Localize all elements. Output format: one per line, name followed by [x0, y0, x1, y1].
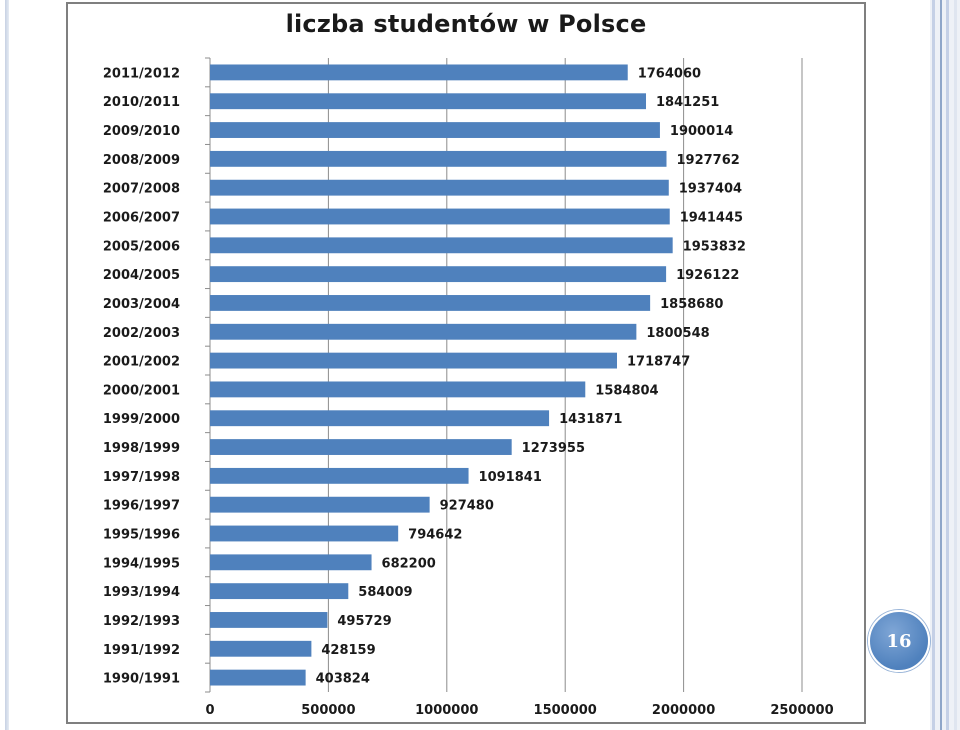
bar [210, 151, 666, 167]
category-label: 2001/2002 [102, 354, 180, 370]
x-tick-label: 2000000 [651, 703, 716, 718]
bar [210, 670, 306, 686]
data-label: 794642 [408, 527, 463, 543]
category-label: 2003/2004 [102, 296, 180, 312]
bar [210, 180, 669, 196]
data-label: 495729 [337, 613, 392, 629]
bar [210, 526, 398, 542]
frame-stripe [946, 0, 949, 730]
data-label: 682200 [381, 556, 436, 572]
category-label: 1998/1999 [102, 441, 180, 457]
bar-chart-plot [68, 4, 864, 722]
category-labels [103, 66, 180, 686]
bar [210, 353, 617, 369]
category-label: 1997/1998 [102, 469, 180, 485]
bar [210, 612, 327, 628]
data-label: 1941445 [679, 210, 744, 226]
bar [210, 497, 430, 513]
bar [210, 554, 372, 570]
data-label: 1858680 [660, 296, 724, 312]
data-label: 1841251 [656, 95, 720, 111]
data-label: 428159 [321, 642, 376, 658]
bar [210, 410, 549, 426]
data-label: 1431871 [559, 412, 623, 428]
chart-container [66, 2, 866, 724]
bar [210, 93, 646, 109]
data-label: 1718747 [626, 354, 691, 370]
x-tick-labels [205, 703, 833, 718]
bar [210, 295, 650, 311]
x-tick-label: 2500000 [770, 703, 834, 718]
category-label: 1999/2000 [102, 412, 180, 428]
slide-number-badge: 16 [868, 610, 930, 672]
bar [210, 237, 673, 253]
data-label: 1953832 [682, 239, 746, 255]
bar [210, 266, 666, 282]
category-label: 2002/2003 [102, 325, 180, 341]
frame-stripe [954, 0, 957, 730]
bar [210, 439, 512, 455]
x-tick-label: 1500000 [533, 703, 597, 718]
data-label: 1926122 [676, 268, 740, 284]
category-label: 1992/1993 [102, 613, 180, 629]
category-label: 2000/2001 [102, 383, 180, 399]
left-decorative-rule [5, 0, 9, 730]
data-label: 1927762 [676, 152, 740, 168]
data-label: 403824 [315, 671, 370, 687]
category-label: 2010/2011 [102, 95, 180, 111]
data-label: 1800548 [646, 325, 710, 341]
category-label: 1996/1997 [102, 498, 180, 514]
category-label: 1990/1991 [102, 671, 180, 687]
data-label: 927480 [439, 498, 494, 514]
bar [210, 122, 660, 138]
data-label: 1900014 [669, 124, 734, 140]
category-label: 1994/1995 [102, 556, 180, 572]
bar [210, 468, 469, 484]
frame-stripe [932, 0, 935, 730]
data-label: 1584804 [595, 383, 659, 399]
right-decorative-frame [930, 0, 960, 730]
bar [210, 209, 670, 225]
data-label: 1764060 [637, 66, 702, 82]
data-label: 1091841 [478, 469, 542, 485]
category-label: 1993/1994 [102, 585, 180, 601]
data-label: 584009 [358, 585, 413, 601]
bar [210, 64, 628, 80]
bars [210, 64, 673, 685]
category-label: 2009/2010 [102, 124, 180, 140]
frame-stripe [940, 0, 942, 730]
category-label: 2008/2009 [102, 152, 180, 168]
category-label: 2007/2008 [102, 181, 180, 197]
x-tick-label: 500000 [301, 703, 356, 718]
data-label: 1937404 [678, 181, 743, 197]
chart-title: liczba studentów w Polsce [285, 10, 647, 38]
bar [210, 324, 636, 340]
bar [210, 583, 348, 599]
x-tick-label: 0 [205, 703, 215, 718]
category-label: 1991/1992 [102, 642, 180, 658]
bar [210, 381, 585, 397]
category-label: 2005/2006 [102, 239, 180, 255]
bar [210, 641, 311, 657]
category-label: 2006/2007 [102, 210, 180, 226]
category-label: 1995/1996 [102, 527, 180, 543]
category-label: 2011/2012 [102, 66, 180, 82]
x-tick-label: 1000000 [415, 703, 479, 718]
category-label: 2004/2005 [102, 268, 180, 284]
data-label: 1273955 [521, 441, 586, 457]
